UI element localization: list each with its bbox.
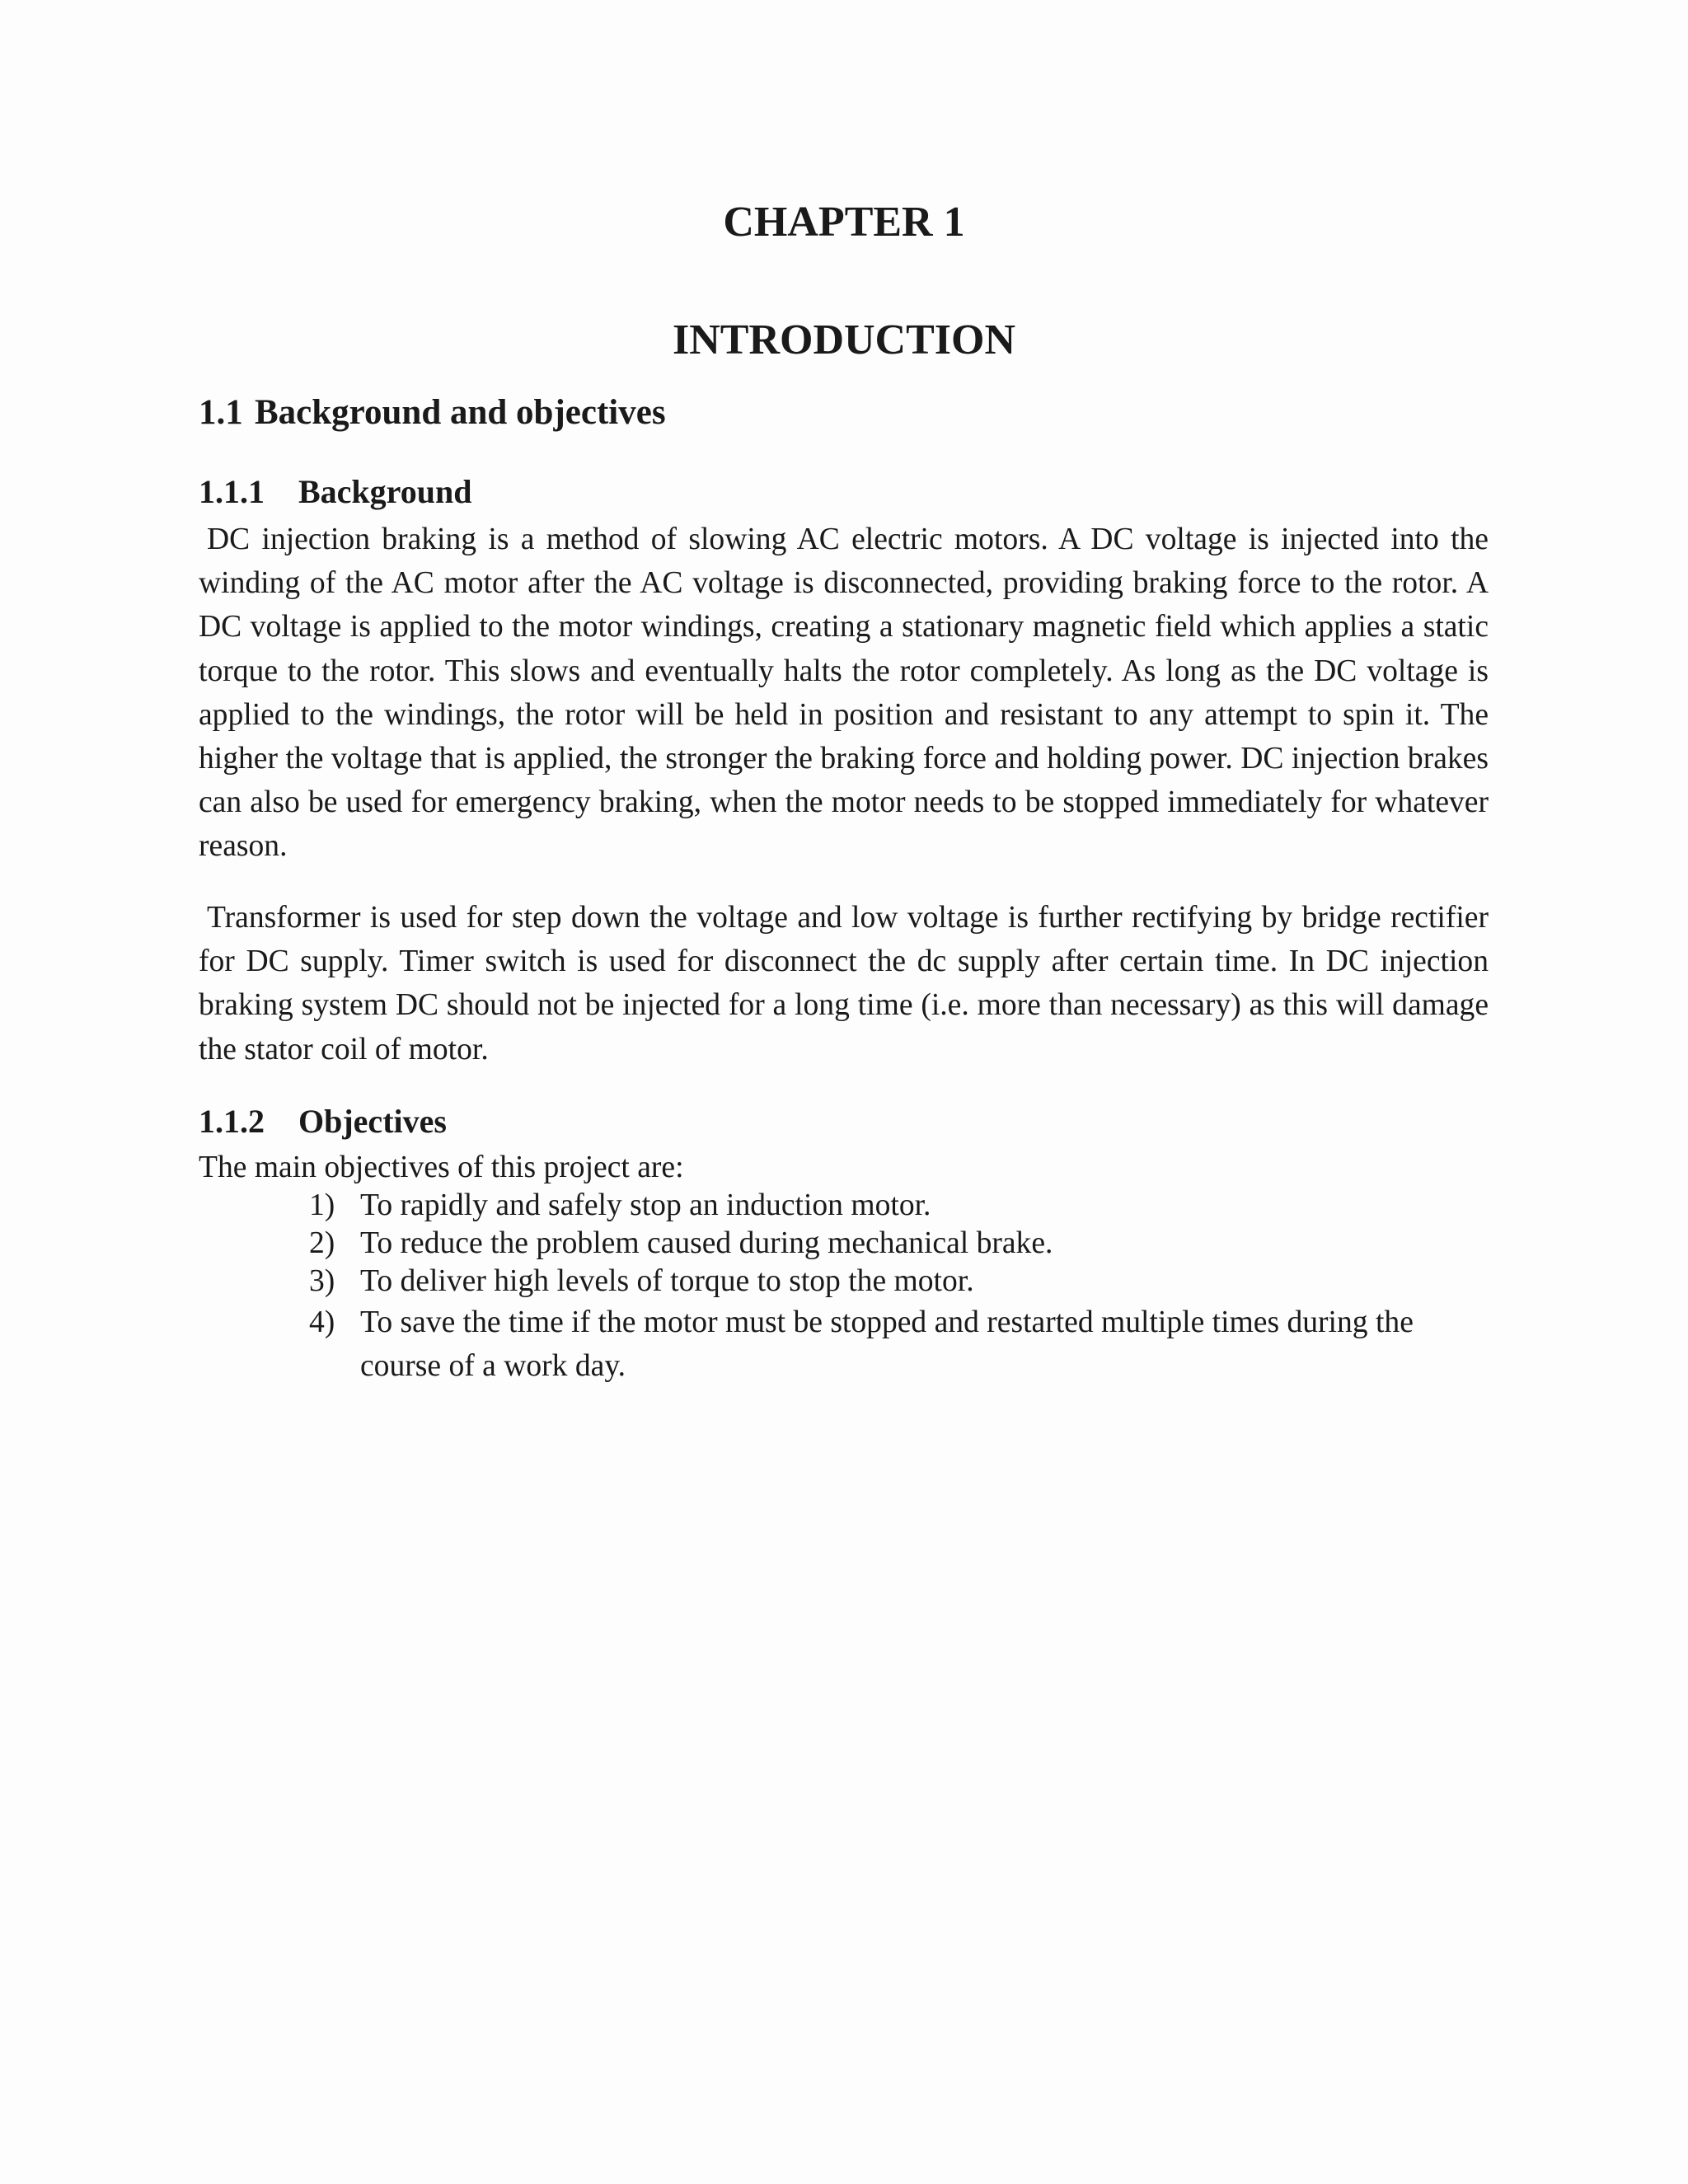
subsection-title: Background — [298, 473, 472, 510]
list-item — [309, 1263, 1489, 1301]
subsection-heading-objectives — [199, 1103, 447, 1141]
objectives-list — [309, 1187, 1489, 1388]
list-marker: 3) — [309, 1264, 335, 1298]
list-item-text: To save the time if the motor must be stopped and restarted multiple times during the course of a work day. — [360, 1305, 1414, 1383]
section-heading — [199, 392, 666, 434]
background-paragraph-1: DC injection braking is a method of slowing AC electric motors. A DC voltage is injected into the winding of the AC motor after the AC voltage is disconnected, providing braking force to the rotor. A DC voltage is applied to the motor windings, creating a stationary magnetic field which applies a static torque to the rotor. This slows and eventually halts the rotor completely. As long as the DC voltage is applied to the windings, the rotor will be held in position and resistant to any attempt to spin it. The higher the voltage that is applied, the stronger the braking force and holding power. DC injection brakes can also be used for emergency braking, when the motor needs to be stopped immediately for whatever reason. — [199, 523, 1489, 864]
list-item — [309, 1225, 1489, 1263]
section-number: 1.1 — [199, 393, 243, 432]
list-item — [309, 1187, 1489, 1225]
subsection-heading-background — [199, 473, 471, 511]
list-item — [309, 1301, 1489, 1388]
subsection-number: 1.1.1 — [199, 473, 265, 510]
subsection-title: Objectives — [298, 1103, 447, 1140]
list-marker: 4) — [309, 1305, 335, 1339]
list-marker: 1) — [309, 1188, 335, 1222]
list-item-text: To rapidly and safely stop an induction motor. — [360, 1188, 931, 1222]
chapter-title: INTRODUCTION — [672, 316, 1016, 363]
section-title: Background and objectives — [255, 393, 666, 432]
list-item-text: To deliver high levels of torque to stop the motor. — [360, 1264, 974, 1298]
list-marker: 2) — [309, 1226, 335, 1260]
chapter-label: CHAPTER 1 — [723, 199, 965, 246]
subsection-number: 1.1.2 — [199, 1103, 265, 1140]
list-item-text: To reduce the problem caused during mechanical brake. — [360, 1226, 1053, 1260]
background-paragraph-2: Transformer is used for step down the voltage and low voltage is further rectifying by bridge rectifier for DC supply. Timer switch is used for disconnect the dc supply after certain time. In DC injection braking system DC should not be injected for a long time (i.e. more than necessary) as this will damage the stator coil of motor. — [199, 901, 1489, 1066]
objectives-intro: The main objectives of this project are: — [199, 1151, 684, 1184]
